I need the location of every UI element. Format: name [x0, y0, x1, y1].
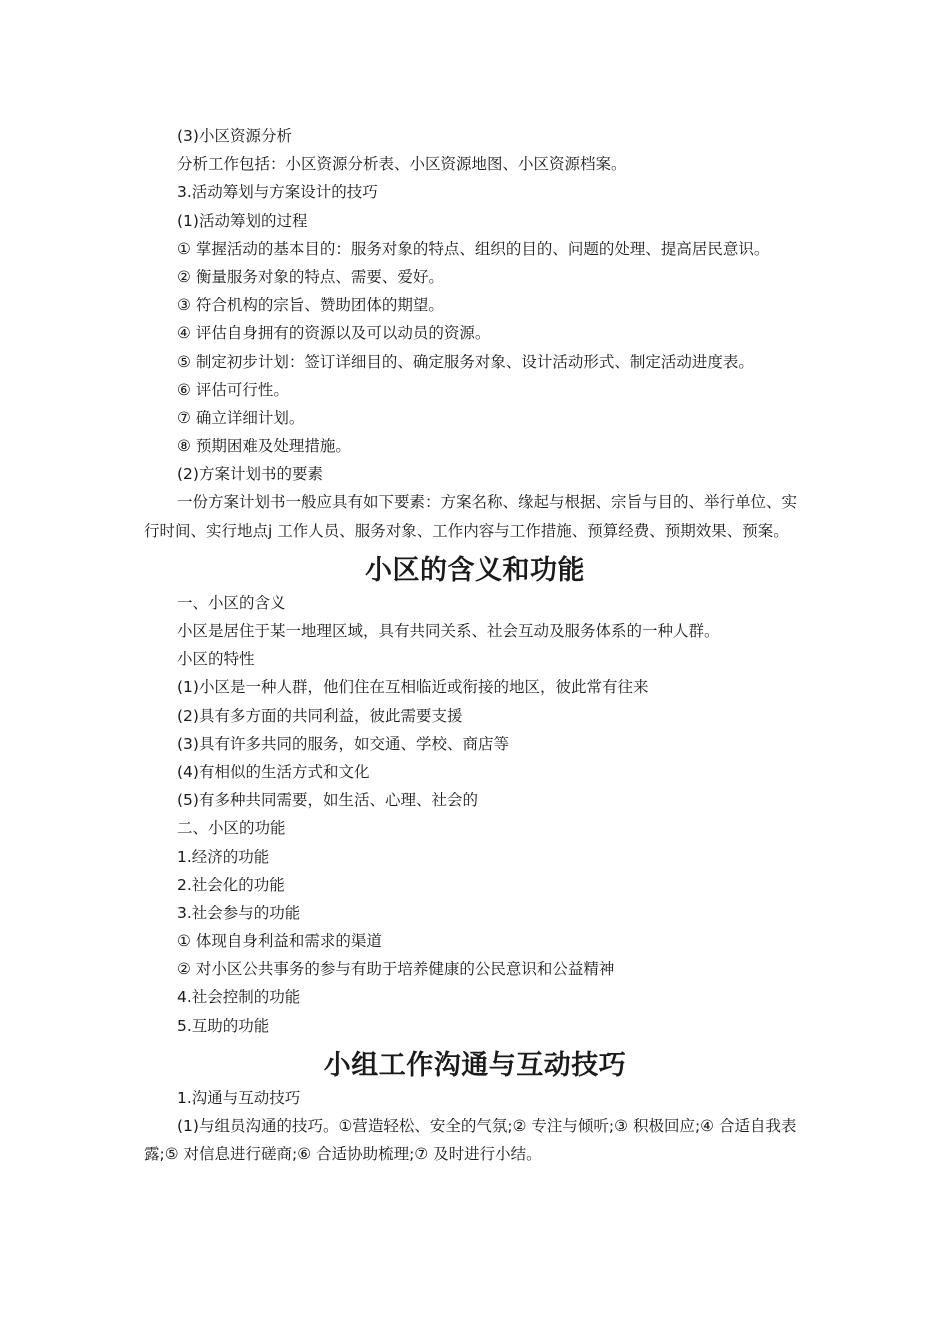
text-line: ⑧ 预期困难及处理措施。 — [177, 437, 351, 456]
text-line: ② 对小区公共事务的参与有助于培养健康的公民意识和公益精神 — [177, 960, 615, 979]
text-line: 分析工作包括：小区资源分析表、小区资源地图、小区资源档案。 — [177, 155, 627, 174]
section-community — [144, 589, 806, 1040]
text-line: 小区是居住于某一地理区域，具有共同关系、社会互动及服务体系的一种人群。 — [177, 622, 720, 641]
text-line: (1)小区是一种人群，他们住在互相临近或衔接的地区，彼此常有往来 — [177, 678, 649, 697]
text-line: 3.社会参与的功能 — [177, 903, 301, 922]
text-line: ① 体现自身利益和需求的渠道 — [177, 932, 382, 951]
section-heading-group-work: 小组工作沟通与互动技巧 — [323, 1049, 627, 1081]
text-line: 1.沟通与互动技巧 — [177, 1088, 301, 1107]
text-line: ⑦ 确立详细计划。 — [177, 408, 305, 427]
text-line: 4.社会控制的功能 — [177, 988, 301, 1007]
text-line: ② 衡量服务对象的特点、需要、爱好。 — [177, 267, 444, 286]
text-line: 2.社会化的功能 — [177, 875, 285, 894]
text-line: 小区的特性 — [177, 650, 255, 669]
text-line: 5.互助的功能 — [177, 1016, 270, 1035]
text-line: ④ 评估自身拥有的资源以及可以动员的资源。 — [177, 324, 491, 343]
text-line: (2)具有多方面的共同利益，彼此需要支援 — [177, 706, 463, 725]
text-line: (3)具有许多共同的服务，如交通、学校、商店等 — [177, 734, 509, 753]
plan-elements-paragraph: 一份方案计划书一般应具有如下要素：方案名称、缘起与根据、宗旨与目的、举行单位、实行时间、实行地点j 工作人员、服务对象、工作内容与工作措施、预算经费、预期效果、预案。 — [144, 493, 798, 540]
text-line: (2)方案计划书的要素 — [177, 465, 323, 484]
section-resource-analysis — [144, 122, 806, 545]
text-line: ⑤ 制定初步计划：签订详细目的、确定服务对象、设计活动形式、制定活动进度表。 — [177, 352, 754, 371]
section-heading-community: 小区的含义和功能 — [365, 554, 585, 586]
text-line: 3.活动筹划与方案设计的技巧 — [177, 183, 378, 202]
communication-skills-paragraph: (1)与组员沟通的技巧。①营造轻松、安全的气氛;② 专注与倾听;③ 积极回应;④ 合适自我表露;⑤ 对信息进行磋商;⑥ 合适协助梳理;⑦ 及时进行小结。 — [144, 1117, 797, 1164]
text-line: (3)小区资源分析 — [177, 127, 292, 145]
text-line: 二、小区的功能 — [177, 819, 286, 838]
text-line: (4)有相似的生活方式和文化 — [177, 762, 370, 781]
section-group-work — [144, 1084, 806, 1169]
text-line: (5)有多种共同需要，如生活、心理、社会的 — [177, 791, 478, 810]
text-line: ① 掌握活动的基本目的：服务对象的特点、组织的目的、问题的处理、提高居民意识。 — [177, 239, 770, 258]
text-line: ⑥ 评估可行性。 — [177, 380, 289, 399]
document-content — [144, 122, 806, 1168]
text-line: 1.经济的功能 — [177, 847, 270, 866]
text-line: (1)活动筹划的过程 — [177, 211, 308, 230]
text-line: ③ 符合机构的宗旨、赞助团体的期望。 — [177, 296, 444, 315]
text-line: 一、小区的含义 — [177, 593, 286, 612]
